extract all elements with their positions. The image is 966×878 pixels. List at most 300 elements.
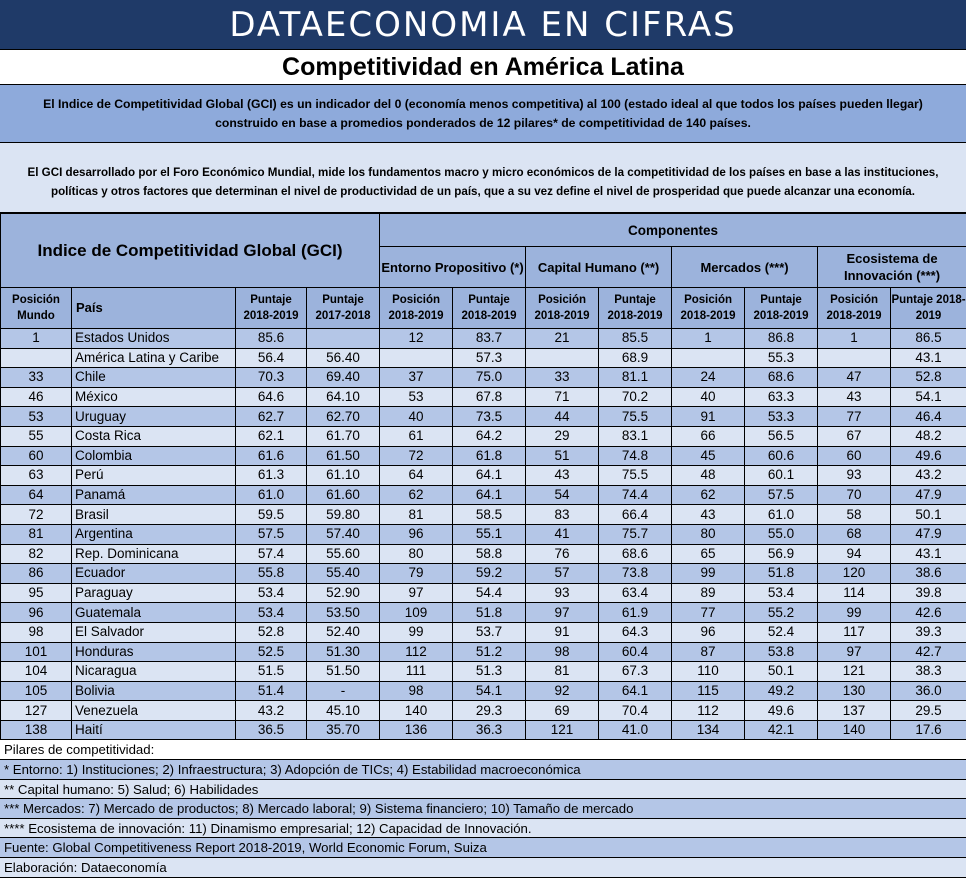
- page-title: Competitividad en América Latina: [0, 50, 966, 85]
- table-cell: 55.1: [453, 524, 526, 544]
- table-cell: 61.10: [307, 466, 380, 486]
- table-cell: 86.5: [891, 329, 966, 349]
- table-cell: 83.7: [453, 329, 526, 349]
- country-cell: Colombia: [72, 446, 236, 466]
- country-cell: Haití: [72, 720, 236, 740]
- col-puntaje-2017: Puntaje 2017-2018: [307, 288, 380, 329]
- table-cell: 86.8: [745, 329, 818, 349]
- table-cell: 70.2: [599, 387, 672, 407]
- note-line: Fuente: Global Competitiveness Report 2018-2019, World Economic Forum, Suiza: [0, 838, 966, 858]
- table-cell: 75.5: [599, 407, 672, 427]
- table-cell: 93: [526, 583, 599, 603]
- table-cell: 51.5: [236, 662, 307, 682]
- table-cell: 65: [672, 544, 745, 564]
- country-cell: América Latina y Caribe: [72, 348, 236, 368]
- table-cell: 60: [818, 446, 891, 466]
- table-cell: 96: [1, 603, 72, 623]
- country-cell: Estados Unidos: [72, 329, 236, 349]
- table-cell: 52.40: [307, 622, 380, 642]
- table-cell: 91: [672, 407, 745, 427]
- table-cell: 58.5: [453, 505, 526, 525]
- table-row: [1, 603, 966, 623]
- table-cell: 95: [1, 583, 72, 603]
- table-cell: 110: [672, 662, 745, 682]
- note-line: ** Capital humano: 5) Salud; 6) Habilidades: [0, 780, 966, 800]
- table-cell: 105: [1, 681, 72, 701]
- table-cell: 66: [672, 426, 745, 446]
- table-cell: 29.3: [453, 701, 526, 721]
- table-cell: 29: [526, 426, 599, 446]
- table-cell: 86: [1, 564, 72, 584]
- components-header: Componentes: [380, 214, 966, 247]
- table-cell: 56.9: [745, 544, 818, 564]
- table-cell: 41: [526, 524, 599, 544]
- table-cell: 64.10: [307, 387, 380, 407]
- table-cell: 99: [380, 622, 453, 642]
- table-cell: 104: [1, 662, 72, 682]
- table-cell: 75.5: [599, 466, 672, 486]
- table-cell: 75.7: [599, 524, 672, 544]
- table-cell: 61.8: [453, 446, 526, 466]
- table-cell: 70.3: [236, 368, 307, 388]
- table-cell: [818, 348, 891, 368]
- table-cell: 117: [818, 622, 891, 642]
- table-cell: 61.3: [236, 466, 307, 486]
- group-mercados: Mercados (***): [672, 247, 818, 288]
- table-cell: 59.5: [236, 505, 307, 525]
- table-cell: 48: [672, 466, 745, 486]
- country-cell: México: [72, 387, 236, 407]
- table-cell: 39.8: [891, 583, 966, 603]
- table-cell: 59.2: [453, 564, 526, 584]
- col-capital-puntaje: Puntaje 2018-2019: [599, 288, 672, 329]
- table-cell: 51.4: [236, 681, 307, 701]
- table-cell: 99: [672, 564, 745, 584]
- table-cell: 69.40: [307, 368, 380, 388]
- table-cell: 69: [526, 701, 599, 721]
- country-cell: Nicaragua: [72, 662, 236, 682]
- table-cell: 55.60: [307, 544, 380, 564]
- col-puntaje-2018: Puntaje 2018-2019: [236, 288, 307, 329]
- table-cell: 81: [380, 505, 453, 525]
- table-cell: 62.1: [236, 426, 307, 446]
- table-cell: 51.30: [307, 642, 380, 662]
- table-cell: 68.6: [745, 368, 818, 388]
- table-cell: 56.40: [307, 348, 380, 368]
- note-line: *** Mercados: 7) Mercado de productos; 8) Mercado laboral; 9) Sistema financiero; 10) Tamaño de mercado: [0, 799, 966, 819]
- table-cell: 43: [672, 505, 745, 525]
- table-cell: 75.0: [453, 368, 526, 388]
- table-cell: 47.9: [891, 485, 966, 505]
- table-cell: 45.10: [307, 701, 380, 721]
- table-cell: 98: [526, 642, 599, 662]
- table-cell: 43.1: [891, 544, 966, 564]
- table-cell: 98: [1, 622, 72, 642]
- table-cell: 93: [818, 466, 891, 486]
- table-cell: 57.40: [307, 524, 380, 544]
- country-cell: Chile: [72, 368, 236, 388]
- table-row: [1, 524, 966, 544]
- banner-title: DATAECONOMIA EN CIFRAS: [0, 0, 966, 50]
- table-cell: 140: [380, 701, 453, 721]
- table-cell: 62: [672, 485, 745, 505]
- table-cell: 68.9: [599, 348, 672, 368]
- table-row: [1, 681, 966, 701]
- table-cell: 64.1: [599, 681, 672, 701]
- table-row: [1, 485, 966, 505]
- table-cell: 57.5: [236, 524, 307, 544]
- table-cell: 71: [526, 387, 599, 407]
- table-cell: 38.6: [891, 564, 966, 584]
- table-cell: 138: [1, 720, 72, 740]
- table-cell: 92: [526, 681, 599, 701]
- table-cell: 77: [672, 603, 745, 623]
- table-cell: 111: [380, 662, 453, 682]
- table-cell: 21: [526, 329, 599, 349]
- table-cell: [380, 348, 453, 368]
- table-cell: 55.2: [745, 603, 818, 623]
- gci-header: Indice de Competitividad Global (GCI): [1, 214, 380, 288]
- description-gci: El Indice de Competitividad Global (GCI) es un indicador del 0 (economía menos competitiva) al 100 (estado ideal al que todos los países pueden llegar) construido en base a promedios ponderados de 12 pilares* de competitividad de 140 países.: [0, 85, 966, 143]
- table-cell: 53: [380, 387, 453, 407]
- table-cell: 74.8: [599, 446, 672, 466]
- table-cell: 54: [526, 485, 599, 505]
- table-cell: 96: [672, 622, 745, 642]
- table-cell: 80: [672, 524, 745, 544]
- table-cell: 61.0: [236, 485, 307, 505]
- table-cell: 40: [672, 387, 745, 407]
- table-cell: 52.8: [236, 622, 307, 642]
- table-cell: 64.2: [453, 426, 526, 446]
- table-cell: 53.7: [453, 622, 526, 642]
- table-cell: 81: [526, 662, 599, 682]
- table-cell: 83.1: [599, 426, 672, 446]
- group-entorno: Entorno Propositivo (*): [380, 247, 526, 288]
- table-cell: 64.1: [453, 466, 526, 486]
- table-row: [1, 348, 966, 368]
- table-cell: 63: [1, 466, 72, 486]
- table-cell: 91: [526, 622, 599, 642]
- table-cell: 97: [526, 603, 599, 623]
- table-cell: 49.6: [745, 701, 818, 721]
- col-mercados-posicion: Posición 2018-2019: [672, 288, 745, 329]
- table-cell: 60.4: [599, 642, 672, 662]
- table-cell: 68.6: [599, 544, 672, 564]
- table-cell: 67: [818, 426, 891, 446]
- table-cell: 97: [380, 583, 453, 603]
- col-innovacion-posicion: Posición 2018-2019: [818, 288, 891, 329]
- col-innovacion-puntaje: Puntaje 2018-2019: [891, 288, 966, 329]
- col-mercados-puntaje: Puntaje 2018-2019: [745, 288, 818, 329]
- table-cell: 68: [818, 524, 891, 544]
- table-cell: 12: [380, 329, 453, 349]
- competitiveness-table: [0, 213, 966, 740]
- table-cell: 53.4: [236, 603, 307, 623]
- table-cell: 54.1: [453, 681, 526, 701]
- table-cell: 76: [526, 544, 599, 564]
- group-capital-humano: Capital Humano (**): [526, 247, 672, 288]
- table-cell: 61.6: [236, 446, 307, 466]
- country-cell: Rep. Dominicana: [72, 544, 236, 564]
- table-row: [1, 407, 966, 427]
- table-cell: 72: [380, 446, 453, 466]
- table-cell: 58: [818, 505, 891, 525]
- table-cell: 47.9: [891, 524, 966, 544]
- table-cell: 64.3: [599, 622, 672, 642]
- table-cell: 112: [380, 642, 453, 662]
- table-cell: 60: [1, 446, 72, 466]
- table-cell: 109: [380, 603, 453, 623]
- table-cell: 61.60: [307, 485, 380, 505]
- spacer: [0, 143, 966, 151]
- col-pais: País: [72, 288, 236, 329]
- table-cell: 35.70: [307, 720, 380, 740]
- table-cell: 82: [1, 544, 72, 564]
- table-cell: 24: [672, 368, 745, 388]
- table-cell: 57.4: [236, 544, 307, 564]
- table-cell: 85.5: [599, 329, 672, 349]
- description-wef: El GCI desarrollado por el Foro Económico Mundial, mide los fundamentos macro y micro económicos de la competitividad de los países en base a las instituciones, políticas y otros factores que determinan el nivel de productividad de un país, que a su vez define el nivel de prosperidad que puede alcanzar una economía.: [0, 151, 966, 213]
- table-cell: 46: [1, 387, 72, 407]
- table-cell: 51.3: [453, 662, 526, 682]
- table-cell: 44: [526, 407, 599, 427]
- table-row: [1, 701, 966, 721]
- table-cell: 38.3: [891, 662, 966, 682]
- table-cell: 49.6: [891, 446, 966, 466]
- table-row: [1, 720, 966, 740]
- country-cell: Venezuela: [72, 701, 236, 721]
- col-entorno-puntaje: Puntaje 2018-2019: [453, 288, 526, 329]
- table-cell: 57.5: [745, 485, 818, 505]
- table-cell: 115: [672, 681, 745, 701]
- table-cell: 29.5: [891, 701, 966, 721]
- table-cell: 89: [672, 583, 745, 603]
- table-cell: 61.70: [307, 426, 380, 446]
- table-row: [1, 329, 966, 349]
- table-cell: 51.8: [745, 564, 818, 584]
- table-cell: [307, 329, 380, 349]
- table-cell: 83: [526, 505, 599, 525]
- country-cell: Bolivia: [72, 681, 236, 701]
- table-body: [1, 329, 966, 740]
- table-cell: 61: [380, 426, 453, 446]
- table-cell: 63.3: [745, 387, 818, 407]
- table-cell: 137: [818, 701, 891, 721]
- table-cell: 55.8: [236, 564, 307, 584]
- table-cell: 53.3: [745, 407, 818, 427]
- table-cell: 85.6: [236, 329, 307, 349]
- table-cell: 61.0: [745, 505, 818, 525]
- table-cell: 33: [1, 368, 72, 388]
- table-cell: 45: [672, 446, 745, 466]
- table-cell: 58.8: [453, 544, 526, 564]
- table-row: [1, 642, 966, 662]
- table-cell: 121: [526, 720, 599, 740]
- table-cell: 40: [380, 407, 453, 427]
- table-cell: 66.4: [599, 505, 672, 525]
- table-cell: 99: [818, 603, 891, 623]
- table-cell: 1: [1, 329, 72, 349]
- table-cell: 47: [818, 368, 891, 388]
- country-cell: El Salvador: [72, 622, 236, 642]
- table-row: [1, 466, 966, 486]
- table-cell: 61.9: [599, 603, 672, 623]
- table-cell: 60.1: [745, 466, 818, 486]
- table-cell: 140: [818, 720, 891, 740]
- table-cell: 41.0: [599, 720, 672, 740]
- table-cell: 42.1: [745, 720, 818, 740]
- table-cell: 36.3: [453, 720, 526, 740]
- table-row: [1, 505, 966, 525]
- table-cell: 64: [1, 485, 72, 505]
- table-cell: 53.4: [745, 583, 818, 603]
- note-line: Pilares de competitividad:: [0, 740, 966, 760]
- table-cell: 57.3: [453, 348, 526, 368]
- country-cell: Panamá: [72, 485, 236, 505]
- table-row: [1, 387, 966, 407]
- table-cell: 77: [818, 407, 891, 427]
- table-cell: 120: [818, 564, 891, 584]
- table-cell: 101: [1, 642, 72, 662]
- table-cell: 114: [818, 583, 891, 603]
- table-cell: 64.1: [453, 485, 526, 505]
- table-cell: 52.90: [307, 583, 380, 603]
- table-cell: 81.1: [599, 368, 672, 388]
- table-cell: 1: [818, 329, 891, 349]
- table-cell: 53.50: [307, 603, 380, 623]
- table-cell: 37: [380, 368, 453, 388]
- table-cell: 67.8: [453, 387, 526, 407]
- table-cell: 43.1: [891, 348, 966, 368]
- col-entorno-posicion: Posición 2018-2019: [380, 288, 453, 329]
- table-cell: 112: [672, 701, 745, 721]
- table-cell: 39.3: [891, 622, 966, 642]
- table-cell: 74.4: [599, 485, 672, 505]
- table-row: [1, 622, 966, 642]
- table-cell: -: [307, 681, 380, 701]
- table-cell: 43.2: [891, 466, 966, 486]
- col-posicion-mundo: Posición Mundo: [1, 288, 72, 329]
- table-cell: 55.3: [745, 348, 818, 368]
- table-cell: 72: [1, 505, 72, 525]
- table-cell: [526, 348, 599, 368]
- table-cell: 43: [526, 466, 599, 486]
- table-cell: 62: [380, 485, 453, 505]
- table-cell: 1: [672, 329, 745, 349]
- country-cell: Uruguay: [72, 407, 236, 427]
- table-cell: 54.4: [453, 583, 526, 603]
- table-cell: 52.8: [891, 368, 966, 388]
- table-cell: 80: [380, 544, 453, 564]
- table-cell: [1, 348, 72, 368]
- table-cell: 48.2: [891, 426, 966, 446]
- table-cell: 36.5: [236, 720, 307, 740]
- table-cell: 70: [818, 485, 891, 505]
- table-row: [1, 368, 966, 388]
- table-cell: 73.5: [453, 407, 526, 427]
- table-cell: 42.6: [891, 603, 966, 623]
- country-cell: Ecuador: [72, 564, 236, 584]
- notes: [0, 740, 966, 877]
- table-cell: 63.4: [599, 583, 672, 603]
- note-line: **** Ecosistema de innovación: 11) Dinamismo empresarial; 12) Capacidad de Innovación.: [0, 819, 966, 839]
- table-cell: 70.4: [599, 701, 672, 721]
- table-cell: 96: [380, 524, 453, 544]
- table-row: [1, 426, 966, 446]
- table-row: [1, 544, 966, 564]
- table-cell: 53: [1, 407, 72, 427]
- table-cell: 43.2: [236, 701, 307, 721]
- table-cell: [672, 348, 745, 368]
- table-cell: 55.40: [307, 564, 380, 584]
- table-cell: 55: [1, 426, 72, 446]
- table-cell: 79: [380, 564, 453, 584]
- country-cell: Costa Rica: [72, 426, 236, 446]
- table-cell: 50.1: [745, 662, 818, 682]
- table-cell: 60.6: [745, 446, 818, 466]
- table-cell: 127: [1, 701, 72, 721]
- table-cell: 46.4: [891, 407, 966, 427]
- table-cell: 64.6: [236, 387, 307, 407]
- country-cell: Brasil: [72, 505, 236, 525]
- col-capital-posicion: Posición 2018-2019: [526, 288, 599, 329]
- table-cell: 53.8: [745, 642, 818, 662]
- table-cell: 54.1: [891, 387, 966, 407]
- table-cell: 136: [380, 720, 453, 740]
- table-cell: 94: [818, 544, 891, 564]
- country-cell: Paraguay: [72, 583, 236, 603]
- table-cell: 134: [672, 720, 745, 740]
- note-line: Elaboración: Dataeconomía: [0, 858, 966, 878]
- table-cell: 56.5: [745, 426, 818, 446]
- table-cell: 97: [818, 642, 891, 662]
- table-cell: 61.50: [307, 446, 380, 466]
- table-row: [1, 564, 966, 584]
- group-innovacion: Ecosistema de Innovación (***): [818, 247, 966, 288]
- table-cell: 42.7: [891, 642, 966, 662]
- country-cell: Argentina: [72, 524, 236, 544]
- table-cell: 121: [818, 662, 891, 682]
- table-cell: 52.5: [236, 642, 307, 662]
- table-cell: 59.80: [307, 505, 380, 525]
- table-cell: 98: [380, 681, 453, 701]
- table-cell: 36.0: [891, 681, 966, 701]
- table-cell: 130: [818, 681, 891, 701]
- table-cell: 57: [526, 564, 599, 584]
- table-cell: 52.4: [745, 622, 818, 642]
- table-cell: 43: [818, 387, 891, 407]
- country-cell: Honduras: [72, 642, 236, 662]
- table-cell: 62.7: [236, 407, 307, 427]
- table-cell: 55.0: [745, 524, 818, 544]
- table-cell: 64: [380, 466, 453, 486]
- table-row: [1, 446, 966, 466]
- table-cell: 81: [1, 524, 72, 544]
- table-cell: 53.4: [236, 583, 307, 603]
- country-cell: Guatemala: [72, 603, 236, 623]
- table-cell: 49.2: [745, 681, 818, 701]
- table-cell: 17.6: [891, 720, 966, 740]
- table-cell: 51.8: [453, 603, 526, 623]
- table-cell: 67.3: [599, 662, 672, 682]
- table-cell: 87: [672, 642, 745, 662]
- table-cell: 73.8: [599, 564, 672, 584]
- note-line: * Entorno: 1) Instituciones; 2) Infraestructura; 3) Adopción de TICs; 4) Estabilidad macroeconómica: [0, 760, 966, 780]
- table-cell: 33: [526, 368, 599, 388]
- table-cell: 62.70: [307, 407, 380, 427]
- table-row: [1, 662, 966, 682]
- table-cell: 51.50: [307, 662, 380, 682]
